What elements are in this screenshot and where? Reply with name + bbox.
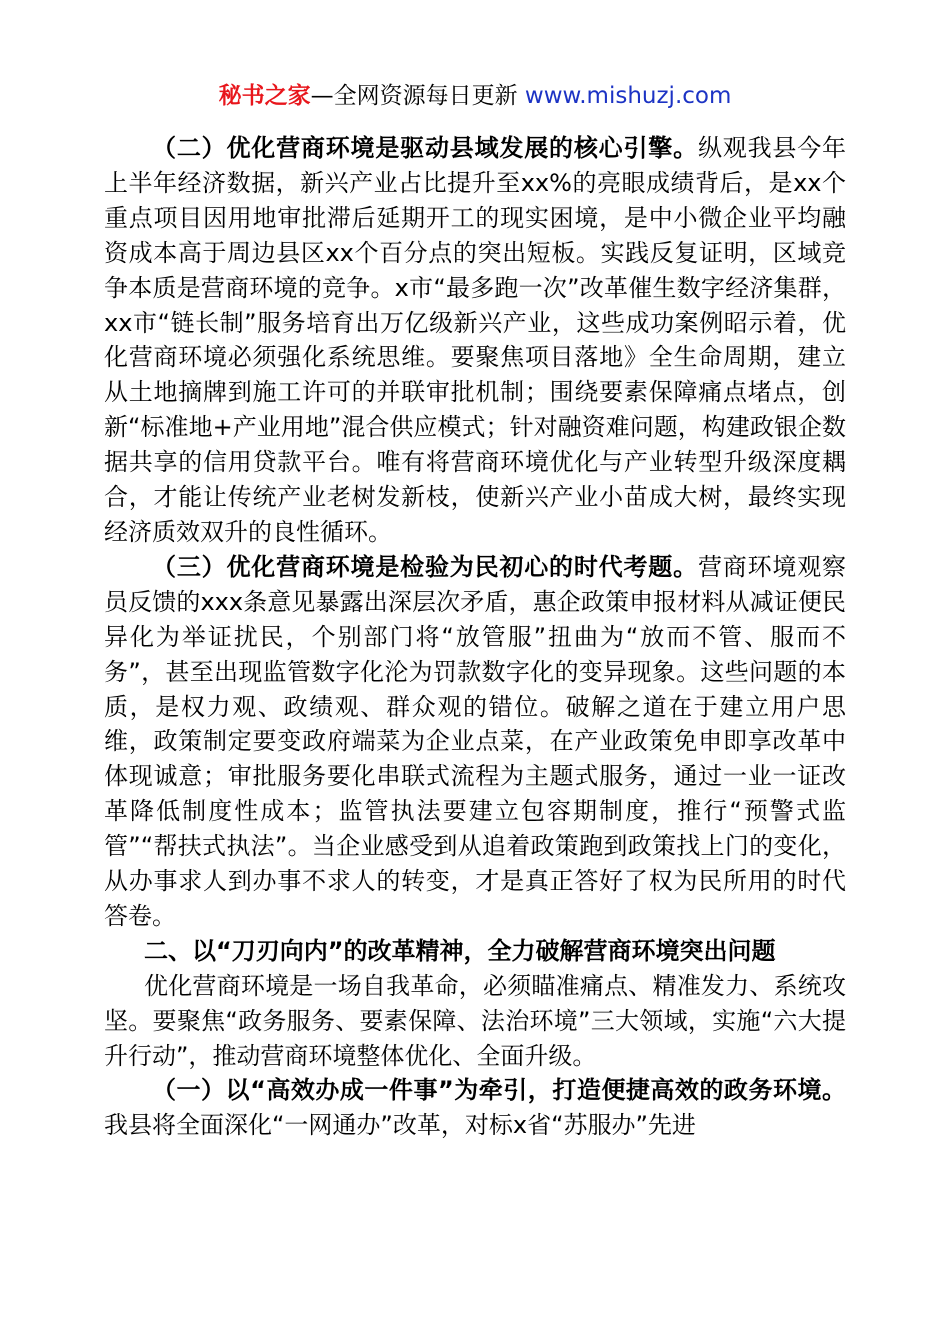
paragraph-heading: （一）以“高效办成一件事”为牵引，打造便捷高效的政务环境。 xyxy=(152,1076,846,1105)
paragraph-section-2 xyxy=(104,131,846,550)
header-tagline: —全网资源每日更新 xyxy=(310,83,525,109)
chapter-heading-text: 二、以“刀刃向内”的改革精神，全力破解营商环境突出问题 xyxy=(144,936,776,965)
paragraph-body: 纵观我县今年上半年经济数据，新兴产业占比提升至xx%的亮眼成绩背后，是xx个重点项目因用地审批滞后延期开工的现实困境，是中小微企业平均融资成本高于周边县区xx个百分点的突出短板。实践反复证明，区域竞争本质是营商环境的竞争。x市“最多跑一次”改革催生数字经济集群，xx市“链长制”服务培育出万亿级新兴产业，这些成功案例昭示着，优化营商环境必须强化系统思维。要聚焦项目落地》全生命周期，建立从土地摘牌到施工许可的并联审批机制；围绕要素保障痛点堵点，创新“标准地+产业用地”混合供应模式；针对融资难问题，构建政银企数据共享的信用贷款平台。唯有将营商环境优化与产业转型升级深度耦合，才能让传统产业老树发新枝，使新兴产业小苗成大树，最终实现经济质效双升的良性循环。 xyxy=(104,134,847,546)
paragraph-heading: （三）优化营商环境是检验为民初心的时代考题。 xyxy=(152,552,698,581)
website-link[interactable]: www.mishuzj.com xyxy=(524,83,732,109)
paragraph-body: 营商环境观察员反馈的xxx条意见暴露出深层次矛盾，惠企政策申报材料从减证便民异化为举证扰民，个别部门将“放管服”扭曲为“放而不管、服而不务”，甚至出现监管数字化沦为罚款数字化的变异现象。这些问题的本质，是权力观、政绩观、群众观的错位。破解之道在于建立用户思维，政策制定要变政府端菜为企业点菜，在产业政策免申即享改革中体现诚意；审批服务要化串联式流程为主题式服务，通过一业一证改革降低制度性成本；监管执法要建立包容期制度，推行“预警式监管”“帮扶式执法”。当企业感受到从追着政策跑到政策找上门的变化，从办事求人到办事不求人的转变，才是真正答好了权为民所用的时代答卷。 xyxy=(104,552,847,930)
chapter-heading-2 xyxy=(104,934,846,969)
paragraph-body: 优化营商环境是一场自我革命，必须瞄准痛点、精准发力、系统攻坚。要聚焦“政务服务、要素保障、法治环境”三大领域，实施“六大提升行动”，推动营商环境整体优化、全面升级。 xyxy=(104,971,846,1070)
paragraph-chapter-intro xyxy=(104,969,846,1074)
paragraph-body: 我县将全面深化“一网通办”改革，对标x省“苏服办”先进 xyxy=(104,1111,696,1140)
paragraph-section-3 xyxy=(104,550,846,934)
page-header xyxy=(104,78,846,116)
paragraph-heading: （二）优化营商环境是驱动县域发展的核心引擎。 xyxy=(152,134,698,162)
paragraph-subsection-1 xyxy=(104,1073,846,1143)
brand-name: 秘书之家 xyxy=(218,83,311,109)
